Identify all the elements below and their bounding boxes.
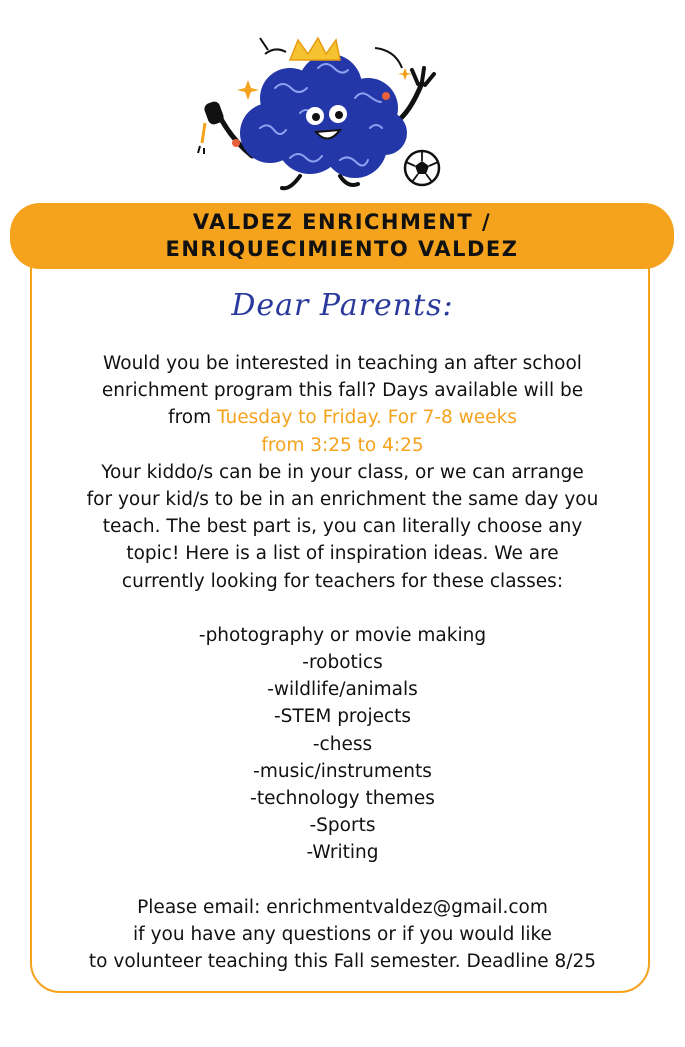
banner-title-line-1: VALDEZ ENRICHMENT / [192,210,492,234]
intro-line: currently looking for teachers for these classes: [121,570,564,592]
class-list-item: -Writing [306,842,379,864]
intro-line: for your kid/s to be in an enrichment the same day you [86,489,599,511]
intro-line: Your kiddo/s can be in your class, or we can arrange [101,461,584,483]
soccer-ball-icon [405,151,439,185]
schedule-time-highlight: from 3:25 to 4:25 [261,434,424,456]
banner-title-line-2: ENRIQUECIMIENTO VALDEZ [165,237,519,261]
greeting: Dear Parents: [231,288,454,323]
class-list-item: -STEM projects [273,706,412,728]
schedule-days-highlight: Tuesday to Friday. For 7-8 weeks [217,407,517,429]
intro-line: enrichment program this fall? Days available will be [101,380,584,402]
class-list-item: -photography or movie making [198,624,487,646]
contact-email-line: Please email: enrichmentvaldez@gmail.com [137,896,548,918]
intro-line: teach. The best part is, you can literally choose any [102,516,583,538]
title-banner [10,203,674,269]
deadline-line: to volunteer teaching this Fall semester. Deadline 8/25 [88,951,597,973]
spacer [36,595,649,622]
intro-line: topic! Here is a list of inspiration ideas. We are [126,543,559,565]
class-list-item: -technology themes [250,788,435,810]
crown-icon [290,38,340,60]
class-list-item: -wildlife/animals [267,679,418,701]
spacer [36,867,649,894]
class-list-item: -chess [312,733,373,755]
letter-body [36,350,649,975]
class-list-item: -Sports [309,815,376,837]
brain-mascot-icon [190,28,450,198]
intro-line: Would you be interested in teaching an after school [103,353,582,374]
class-list-item: -music/instruments [253,760,432,782]
intro-text: from [168,407,217,429]
contact-line: if you have any questions or if you would like [133,923,552,945]
class-list-item: -robotics [302,652,383,674]
intro-line [36,404,649,431]
